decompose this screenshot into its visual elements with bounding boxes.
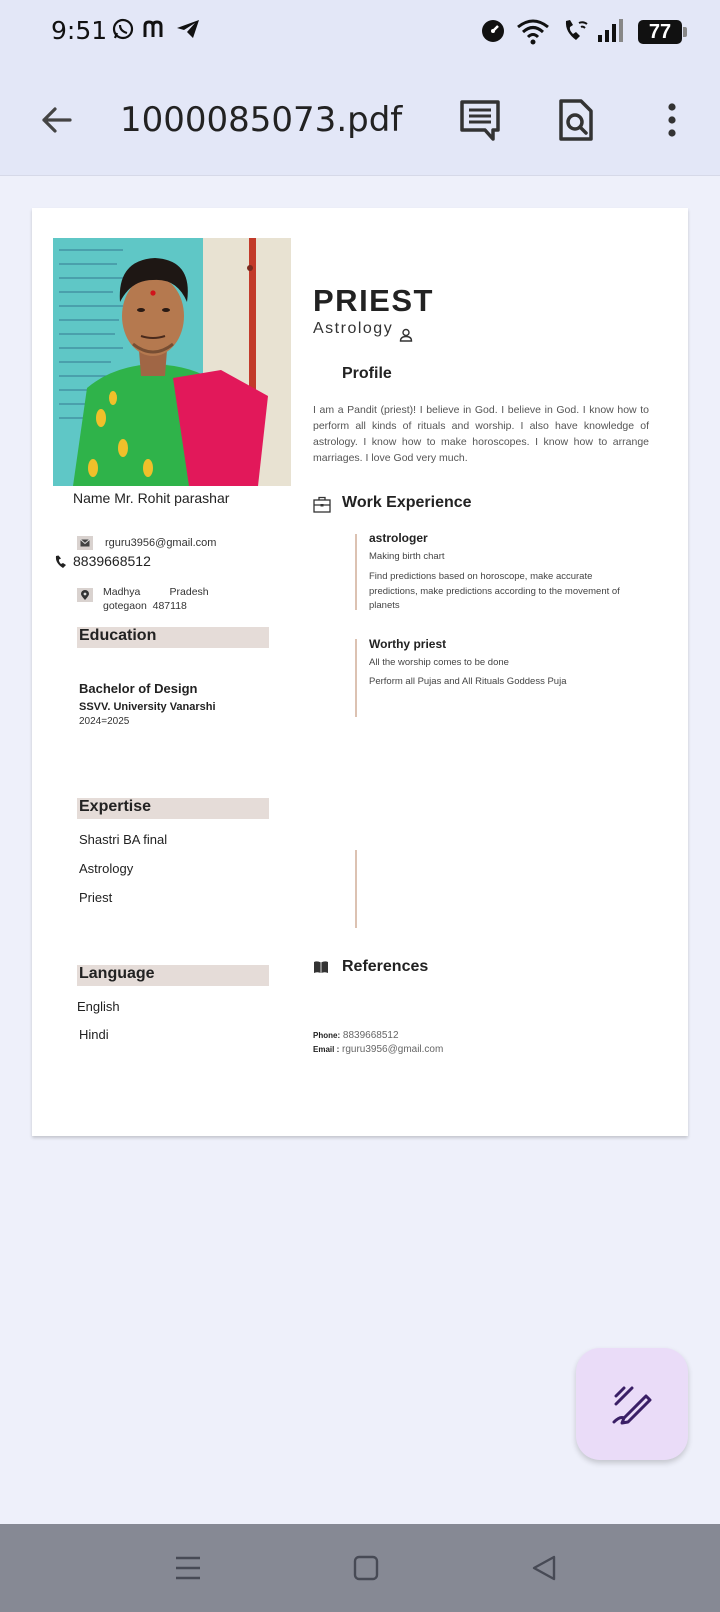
- role-subtitle: Astrology: [313, 320, 394, 337]
- phone-icon: [54, 555, 68, 569]
- edit-pen-icon: [610, 1382, 654, 1426]
- navigation-bar: [0, 1524, 720, 1612]
- language-item: English: [77, 999, 120, 1014]
- expertise-item: Astrology: [79, 861, 134, 876]
- more-vert-icon: [666, 102, 678, 138]
- reference-phone-label: Phone:: [313, 1031, 341, 1040]
- language-item: Hindi: [79, 1027, 109, 1042]
- data-saver-icon: [480, 18, 506, 44]
- education-degree: Bachelor of Design: [79, 681, 198, 696]
- comments-button[interactable]: [454, 94, 506, 146]
- back-triangle-icon: [530, 1554, 558, 1582]
- timeline-line: [355, 639, 357, 717]
- job-detail: All the worship comes to be done: [369, 657, 509, 668]
- app-bar: [0, 64, 720, 176]
- cv-name: Name Mr. Rohit parashar: [73, 490, 230, 506]
- pdf-page[interactable]: [32, 208, 688, 1136]
- briefcase-icon: [313, 495, 331, 513]
- home-button[interactable]: [342, 1548, 390, 1588]
- profile-text: I am a Pandit (priest)! I believe in God. I believe in God. I know how to perform all kinds of rituals and worship. I also have knowledge of astrology. I know how to make horoscopes. I know how to arrange marriages. I love God very much.: [313, 404, 649, 464]
- timeline-line: [355, 850, 357, 928]
- profile-photo: [53, 238, 291, 486]
- address-line-2: gotegaon 487118: [103, 600, 187, 612]
- comment-icon: [459, 99, 501, 141]
- education-school: SSVV. University Vanarshi: [79, 701, 216, 713]
- contact-email: rguru3956@gmail.com: [105, 537, 217, 549]
- more-options-button[interactable]: [646, 94, 698, 146]
- book-icon: [313, 960, 329, 974]
- role-title: PRIEST: [313, 283, 434, 318]
- telegram-icon: [175, 18, 201, 40]
- job-detail: Perform all Pujas and All Rituals Goddess Puja: [369, 676, 567, 687]
- job-title: astrologer: [369, 531, 428, 545]
- timeline-line: [355, 534, 357, 610]
- reference-phone: [313, 1030, 399, 1041]
- reference-email-label: Email :: [313, 1045, 340, 1054]
- battery-indicator: 77: [638, 20, 682, 44]
- reference-phone-value: 8839668512: [342, 1030, 399, 1041]
- status-bar: [0, 0, 720, 64]
- education-years: 2024=2025: [79, 716, 130, 727]
- reference-email-value: rguru3956@gmail.com: [342, 1044, 444, 1055]
- home-square-icon: [352, 1554, 380, 1582]
- signal-icon: [596, 18, 624, 44]
- job-detail: Making birth chart: [369, 551, 445, 562]
- recent-apps-button[interactable]: [164, 1548, 212, 1588]
- menu-lines-icon: [174, 1555, 202, 1581]
- work-experience-heading: Work Experience: [342, 494, 472, 511]
- expertise-item: Priest: [79, 890, 113, 905]
- location-pin-icon: [77, 588, 93, 602]
- whatsapp-icon: [112, 18, 134, 40]
- edit-fab-button[interactable]: [576, 1348, 688, 1460]
- wifi-icon: [516, 18, 552, 46]
- address-line-1: Madhya Pradesh: [103, 586, 209, 598]
- search-document-button[interactable]: [550, 94, 602, 146]
- education-heading: Education: [79, 627, 157, 644]
- document-search-icon: [557, 98, 595, 142]
- expertise-item: Shastri BA final: [79, 832, 168, 847]
- document-title: 1000085073.pdf: [120, 100, 403, 140]
- arrow-left-icon: [38, 102, 74, 138]
- contact-phone: 8839668512: [73, 553, 151, 569]
- status-time: 9:51: [51, 16, 108, 45]
- profile-heading: Profile: [342, 365, 392, 382]
- person-icon: [399, 328, 413, 342]
- messenger-m-icon: [142, 18, 166, 40]
- back-nav-button[interactable]: [520, 1548, 568, 1588]
- references-heading: References: [342, 958, 429, 975]
- language-heading: Language: [79, 965, 155, 982]
- reference-email: [313, 1044, 443, 1055]
- back-button[interactable]: [30, 94, 82, 146]
- wifi-calling-icon: [562, 18, 590, 44]
- expertise-heading: Expertise: [79, 798, 152, 815]
- envelope-icon: [77, 536, 93, 550]
- job-title: Worthy priest: [369, 637, 447, 651]
- job-detail: Find predictions based on horoscope, make accurate predictions, make predictions according to the movement of planets: [369, 571, 620, 611]
